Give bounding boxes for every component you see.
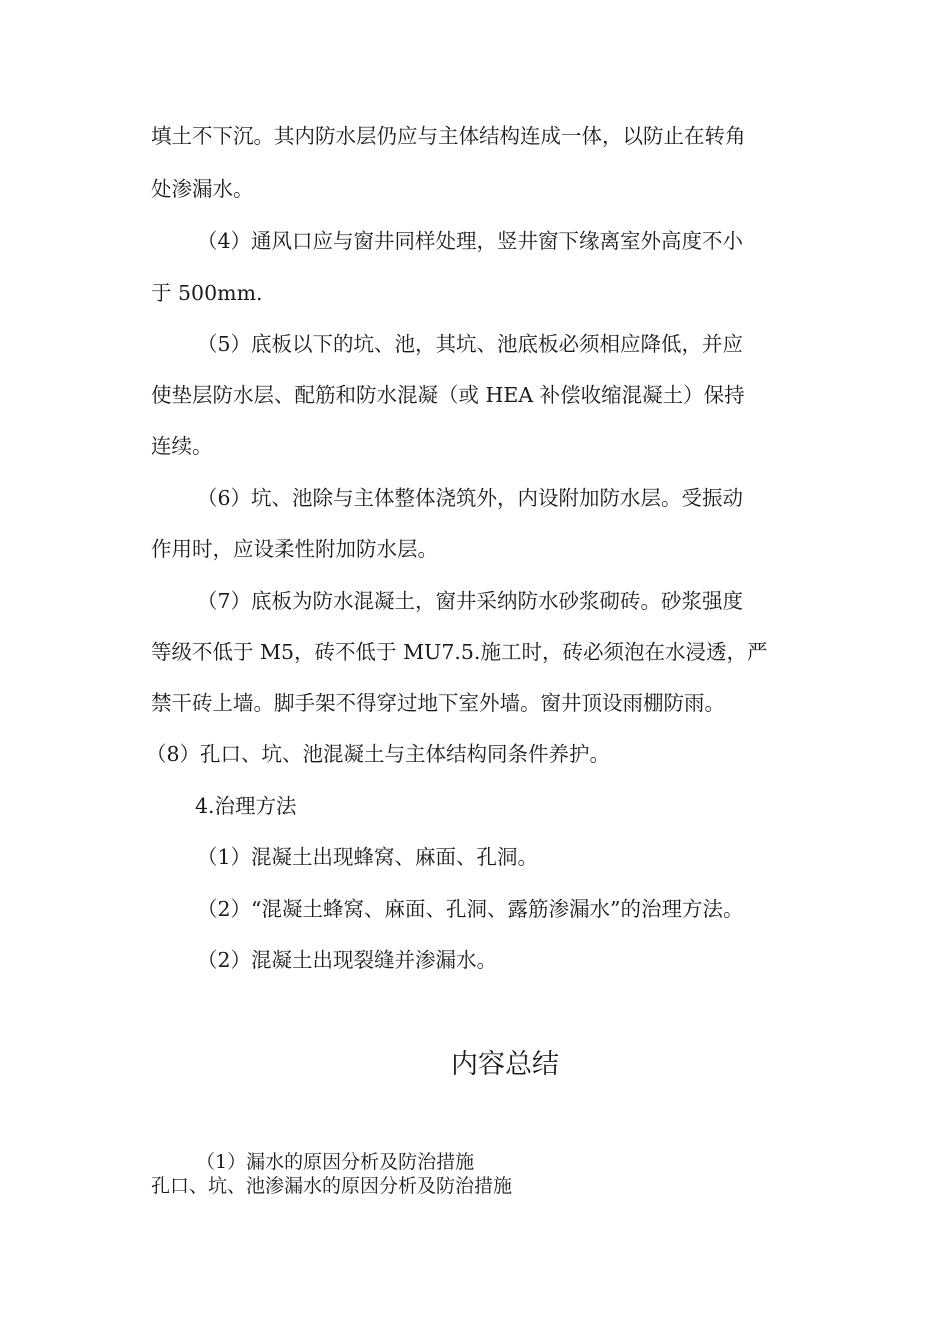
paragraph-line: 等级不低于 M5，砖不低于 MU7.5.施工时，砖必须泡在水浸透，严 [151, 640, 768, 664]
section-heading: 4.治理方法 [195, 794, 297, 818]
paragraph-line: 于 500mm. [151, 281, 263, 305]
paragraph-line: （2）“混凝土蜂窝、麻面、孔洞、露筋渗漏水”的治理方法。 [197, 897, 744, 921]
paragraph-line: （8）孔口、坑、池混凝土与主体结构同条件养护。 [146, 742, 611, 766]
paragraph-line: （5）底板以下的坑、池，其坑、池底板必须相应降低，并应 [197, 332, 744, 356]
paragraph-line: 禁干砖上墙。脚手架不得穿过地下室外墙。窗井顶设雨棚防雨。 [151, 691, 725, 715]
paragraph-line: （6）坑、池除与主体整体浇筑外，内设附加防水层。受振动 [197, 486, 744, 510]
paragraph-line: （7）底板为防水混凝土，窗井采纳防水砂浆砌砖。砂浆强度 [197, 589, 744, 613]
paragraph-line: （4）通风口应与窗井同样处理，竖井窗下缘离室外高度不小 [197, 229, 744, 253]
summary-line: 孔口、坑、池渗漏水的原因分析及防治措施 [151, 1175, 513, 1197]
paragraph-line: 连续。 [151, 434, 213, 458]
paragraph-line: 填土不下沉。其内防水层仍应与主体结构连成一体，以防止在转角 [151, 124, 746, 148]
paragraph-line: 使垫层防水层、配筋和防水混凝（或 HEA 补偿收缩混凝土）保持 [151, 383, 745, 407]
summary-heading: 内容总结 [451, 1049, 559, 1080]
paragraph-line: （2）混凝土出现裂缝并渗漏水。 [197, 948, 498, 972]
paragraph-line: 作用时，应设柔性附加防水层。 [151, 537, 438, 561]
summary-line: （1）漏水的原因分析及防治措施 [196, 1151, 475, 1173]
paragraph-line: （1）混凝土出现蜂窝、麻面、孔洞。 [197, 845, 539, 869]
paragraph-line: 处渗漏水。 [151, 177, 254, 201]
